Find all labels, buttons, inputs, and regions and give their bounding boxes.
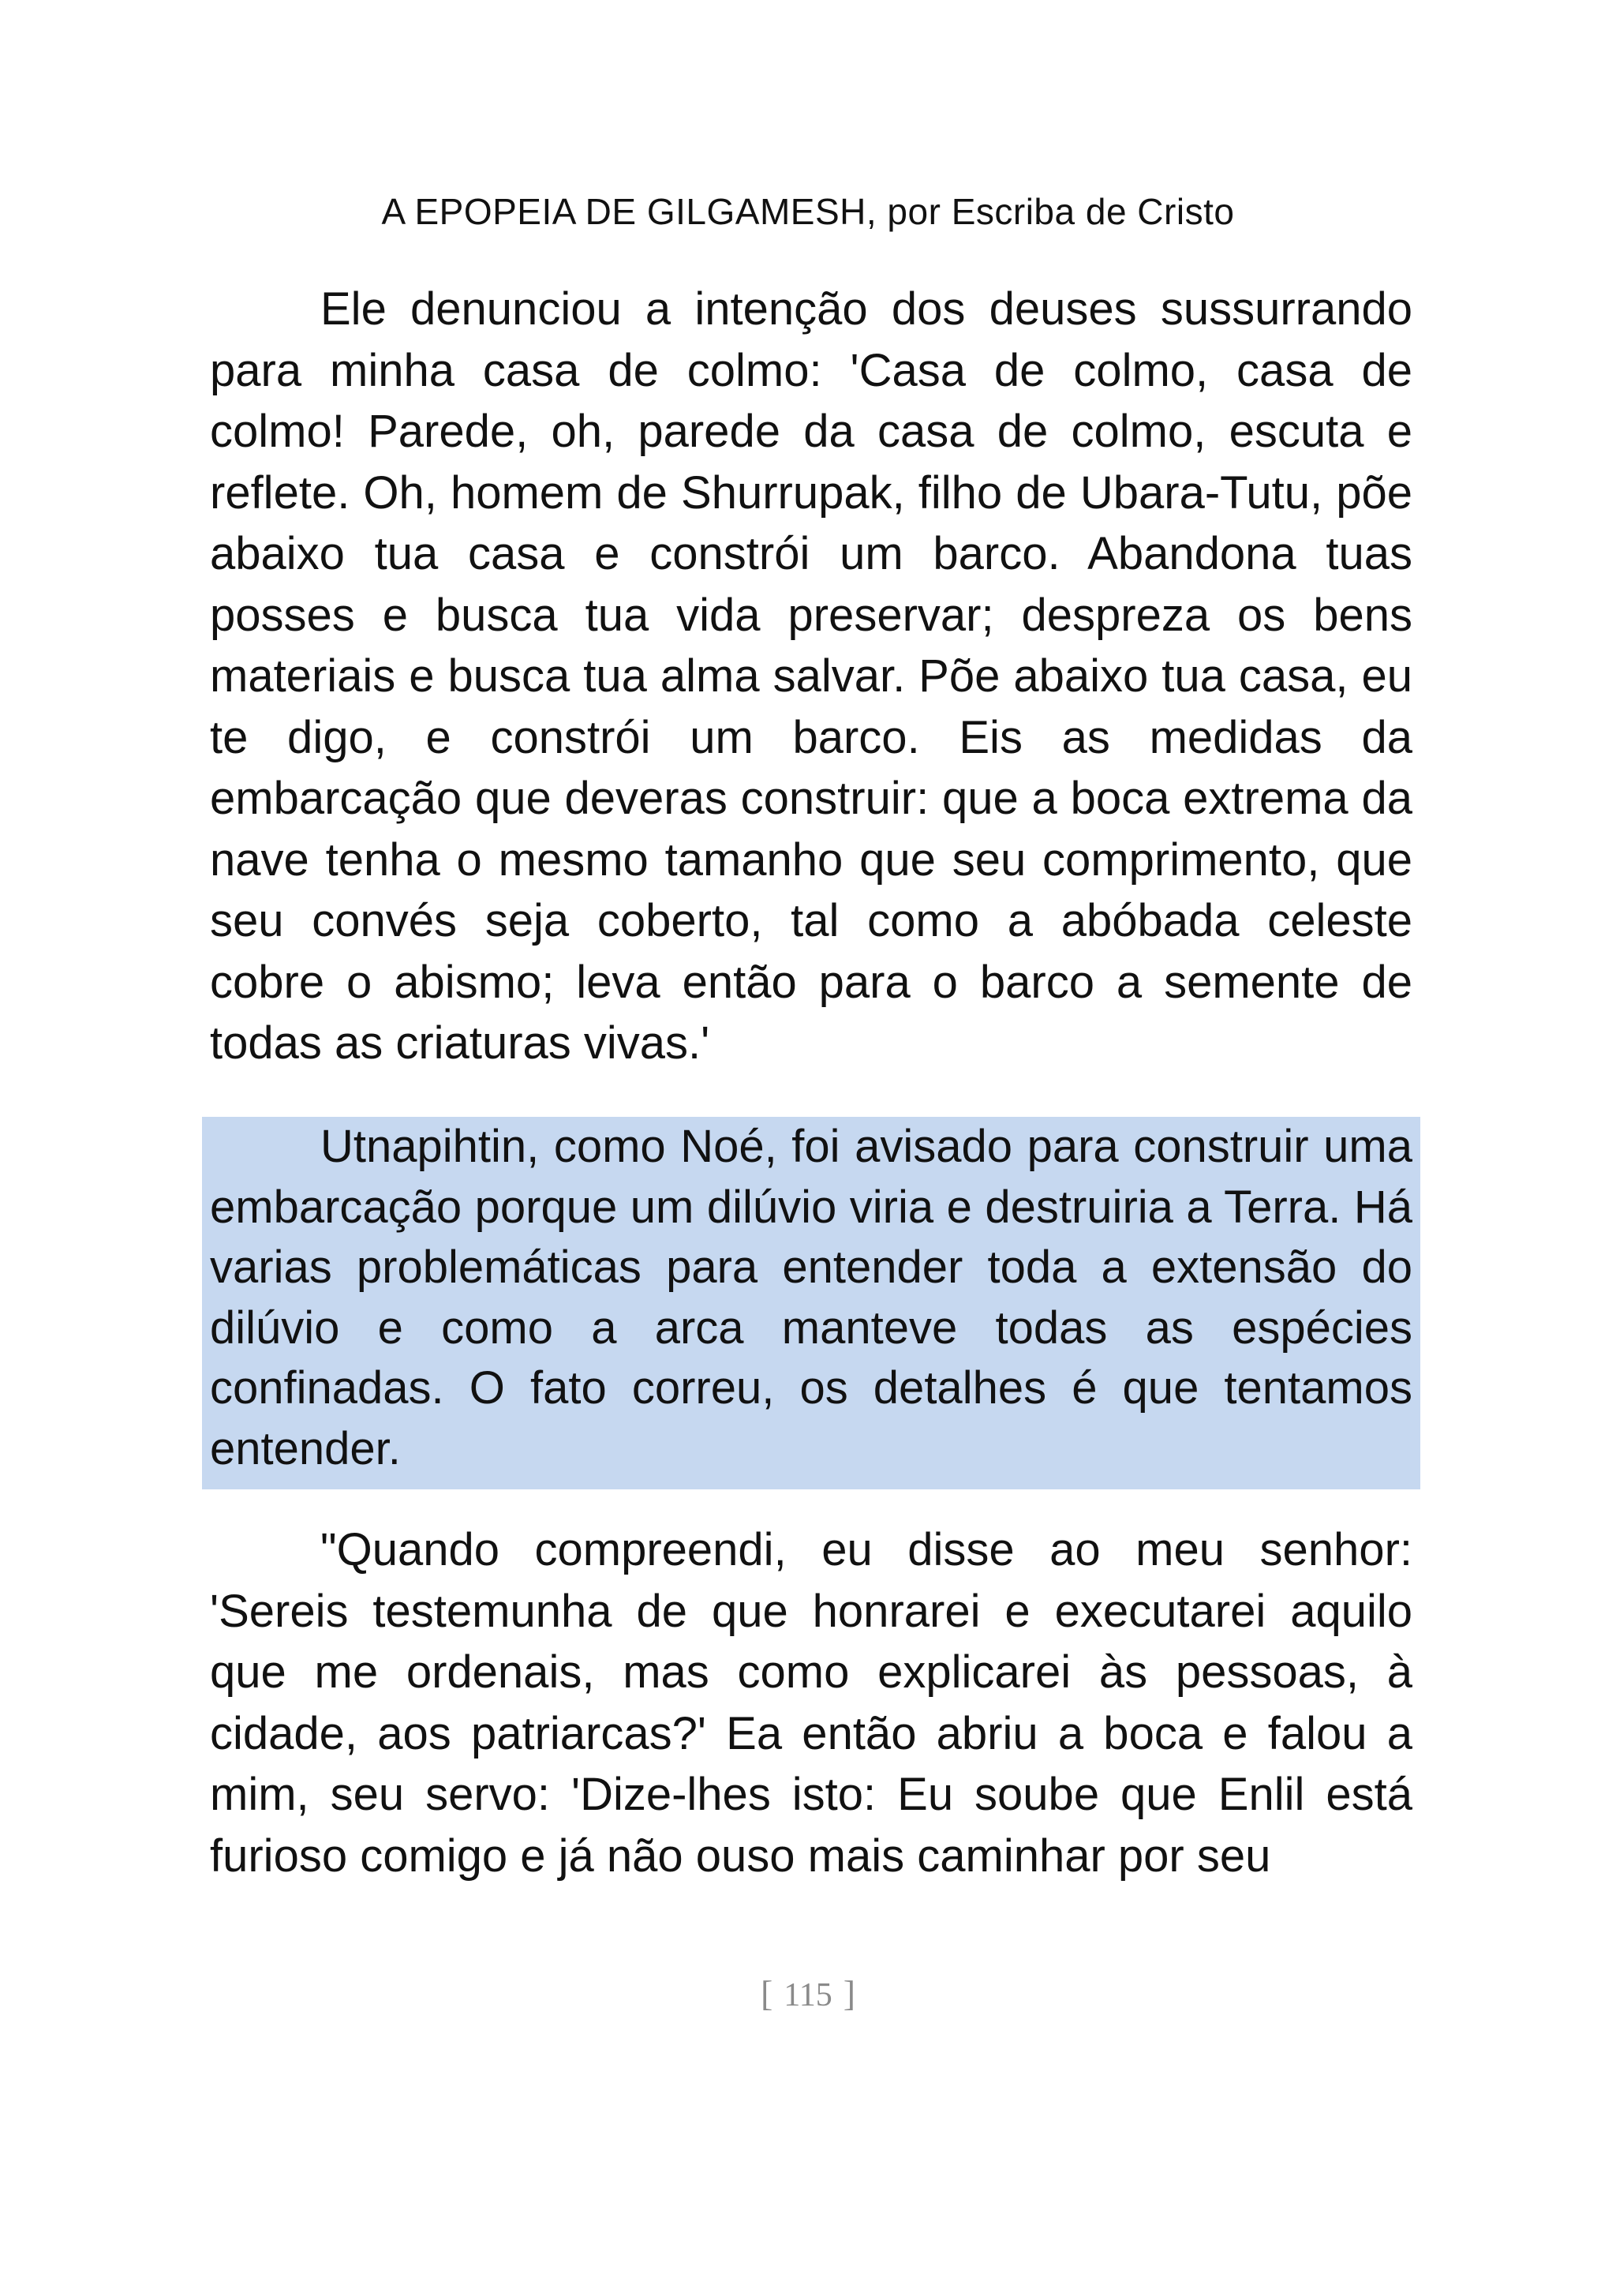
paragraph-quando-compreendi: "Quando compreendi, eu disse ao meu senhor: 'Sereis testemunha de que honrarei e executarei aquilo que me ordenais, mas como explicarei às pessoas, à cidade, aos patriarcas?' Ea então abriu a boca e falou a mim, seu servo: 'Dize-lhes isto: Eu soube que Enlil está furioso comigo e já não ouso mais caminhar por seu	[210, 1524, 1412, 1882]
page-number-value: 115	[784, 1977, 832, 2013]
paragraph-thatched-house: Ele denunciou a intenção dos deuses sussurrando para minha casa de colmo: 'Casa de colmo, casa de colmo! Parede, oh, parede da casa de colmo, escuta e reflete. Oh, homem de Shurrupak, filho de Ubara-Tutu, põe abaixo tua casa e constrói um barco. Abandona tuas posses e busca tua vida preservar; despreza os bens materiais e busca tua alma salvar. Põe abaixo tua casa, eu te digo, e constrói um barco. Eis as medidas da embarcação que deveras construir: que a boca extrema da nave tenha o mesmo tamanho que seu comprimento, que seu convés seja coberto, tal como a abóbada celeste cobre o abismo; leva então para o barco a semente de todas as criaturas vivas.'	[210, 283, 1412, 1069]
running-header: A EPOPEIA DE GILGAMESH, por Escriba de Cristo	[381, 191, 1235, 232]
paragraph-commentary: Utnapihtin, como Noé, foi avisado para construir uma embarcação porque um dilúvio viria e destruiria a Terra. Há varias problemáticas para entender toda a extensão do dilúvio e como a arca manteve todas as espécies confinadas. O fato correu, os detalhes é que tentamos entender.	[210, 1121, 1412, 1474]
page-number-bracket-close: ]	[843, 1973, 856, 2013]
page-number	[0, 1972, 1616, 2017]
page-number-bracket-open: [	[760, 1973, 773, 2013]
